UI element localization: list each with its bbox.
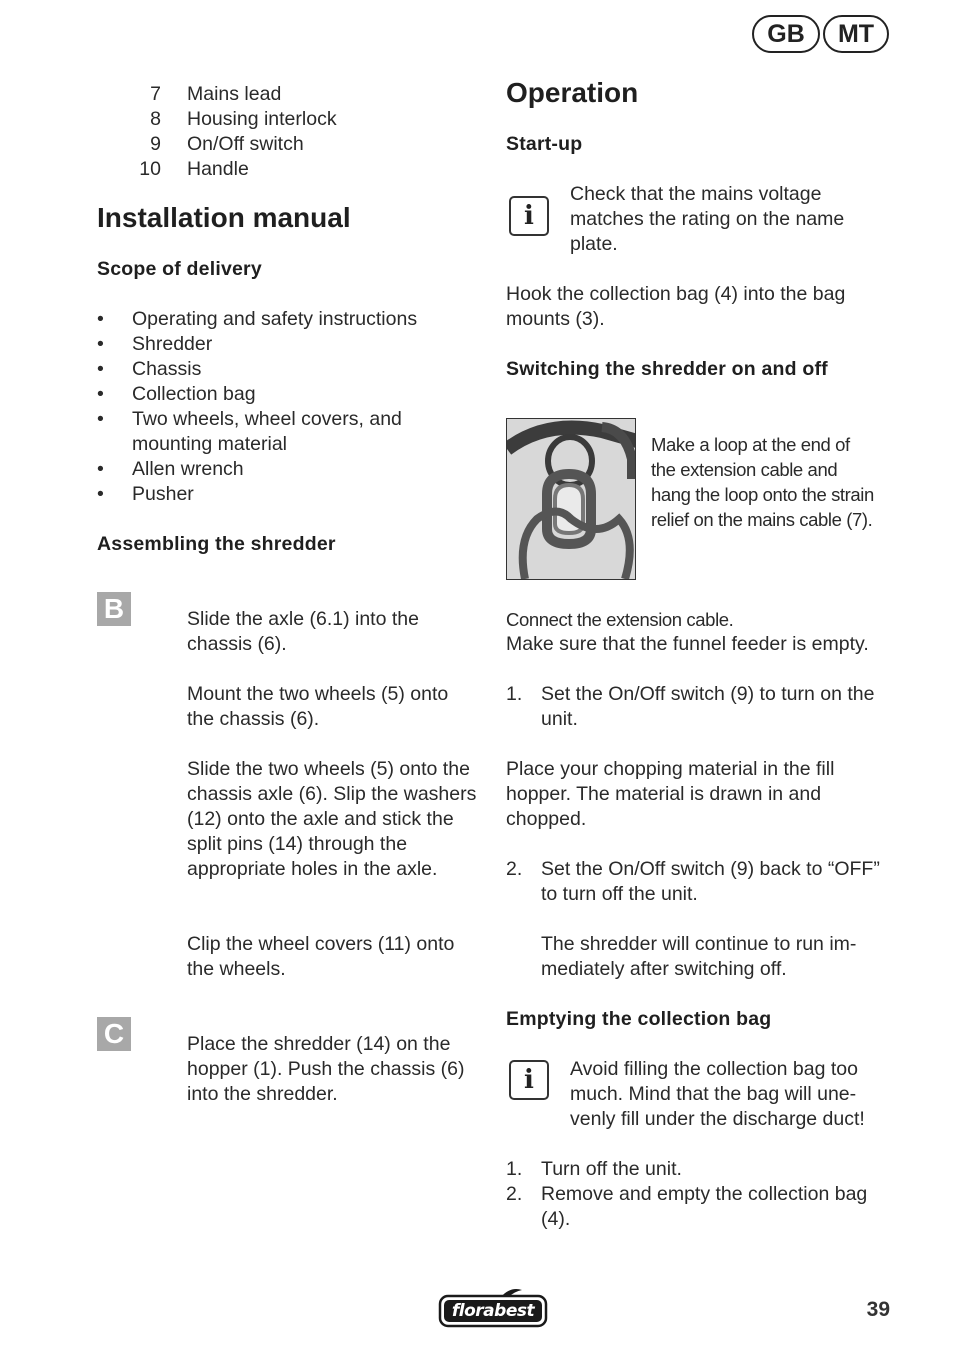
emptying-steps (506, 1157, 888, 1232)
place-material-text: Place your chopping material in the fill hopper. The material is drawn in and chopped. (506, 758, 835, 830)
language-badge-mt: MT (823, 15, 889, 53)
list-item-text: Shredder (132, 333, 213, 355)
assembly-step-axle: Slide the axle (6.1) into the chassis (6). (187, 608, 419, 655)
info-icon (509, 1060, 549, 1100)
step-text: Set the On/Off switch (9) to turn on the unit. (541, 683, 875, 730)
list-item (506, 1182, 888, 1232)
part-label: Mains lead (187, 83, 282, 105)
list-item-text: Pusher (132, 483, 194, 505)
part-number: 7 (150, 83, 161, 105)
page-number: 39 (866, 1298, 890, 1321)
brand-name: florabest (451, 1301, 535, 1321)
step-text: Set the On/Off switch (9) back to “OFF” to turn off the unit. (541, 858, 880, 905)
bullet: • (97, 483, 104, 505)
parts-list (97, 82, 477, 182)
florabest-logo (438, 1286, 548, 1328)
part-number: 10 (139, 158, 161, 180)
info-glyph: i (524, 1065, 534, 1095)
list-item (97, 332, 477, 357)
step-number: 1. (506, 1158, 523, 1180)
step-text: Turn off the unit. (541, 1158, 682, 1180)
list-item (97, 307, 477, 332)
list-item-text: Collection bag (132, 383, 256, 405)
info-glyph: i (524, 201, 534, 231)
start-up-heading: Start-up (506, 133, 583, 155)
bullet: • (97, 408, 104, 430)
list-item-text: Operating and safety instructions (132, 308, 418, 330)
continue-running-text: The shredder will continue to run im-mediately after switching off. (541, 933, 857, 980)
switch-on-step (506, 682, 886, 732)
part-number: 8 (150, 108, 161, 130)
installation-manual-heading: Installation manual (97, 202, 351, 233)
part-number: 9 (150, 133, 161, 155)
list-item-text: Chassis (132, 358, 202, 380)
figure-c-marker: C (97, 1017, 131, 1051)
extension-cable-loop-photo (506, 418, 636, 580)
list-item (97, 407, 477, 457)
list-item (506, 1157, 888, 1182)
step-number: 2. (506, 1183, 523, 1205)
assembly-step-wheels-axle: Slide the two wheels (5) onto the chassis axle (6). Slip the washers (12) onto the axle and stick the split pins (14) through the appropriate holes in the axle. (187, 758, 477, 880)
hook-bag-text: Hook the collection bag (4) into the bag mounts (3). (506, 283, 846, 330)
parts-list-item (97, 132, 477, 157)
part-label: Handle (187, 158, 249, 180)
parts-list-item (97, 107, 477, 132)
funnel-empty-text: Make sure that the funnel feeder is empty. (506, 633, 869, 655)
cable-loop-illustration (507, 419, 636, 580)
info-icon (509, 196, 549, 236)
start-up-note: Check that the mains voltage matches the rating on the name plate. (570, 183, 845, 255)
list-item (97, 357, 477, 382)
bullet: • (97, 383, 104, 405)
step-number: 2. (506, 858, 523, 880)
part-label: Housing interlock (187, 108, 337, 130)
bullet: • (97, 333, 104, 355)
scope-of-delivery-heading: Scope of delivery (97, 258, 262, 280)
assembly-step-mount-wheels: Mount the two wheels (5) onto the chassis (6). (187, 683, 449, 730)
list-item-text: Two wheels, wheel covers, and mounting material (132, 408, 402, 455)
scope-of-delivery-list (97, 307, 477, 507)
step-number: 1. (506, 683, 523, 705)
bullet: • (97, 308, 104, 330)
emptying-note: Avoid filling the collection bag too much. Mind that the bag will une-venly fill under the discharge duct! (570, 1058, 865, 1130)
step-text: Remove and empty the collection bag (4). (541, 1183, 868, 1230)
assembly-step-wheel-covers: Clip the wheel covers (11) onto the wheels. (187, 933, 455, 980)
operation-heading: Operation (506, 77, 639, 108)
list-item (97, 382, 477, 407)
list-item-text: Allen wrench (132, 458, 244, 480)
list-item (97, 482, 477, 507)
assembling-heading: Assembling the shredder (97, 533, 336, 555)
bullet: • (97, 458, 104, 480)
connect-cable-text: Connect the extension cable. (506, 609, 734, 630)
bullet: • (97, 358, 104, 380)
switching-heading: Switching the shredder on and off (506, 358, 828, 380)
figure-b-marker: B (97, 592, 131, 626)
language-badge-gb: GB (752, 15, 820, 53)
emptying-heading: Emptying the collection bag (506, 1008, 772, 1030)
part-label: On/Off switch (187, 133, 304, 155)
assembly-step-place-shredder: Place the shredder (14) on the hopper (1). Push the chassis (6) into the shredder. (187, 1033, 465, 1105)
extension-loop-text: Make a loop at the end of the extension cable and hang the loop onto the strain relief on the mains cable (7). (651, 434, 874, 530)
parts-list-item (97, 82, 477, 107)
parts-list-item (97, 157, 477, 182)
list-item (97, 457, 477, 482)
switch-off-step (506, 857, 886, 907)
